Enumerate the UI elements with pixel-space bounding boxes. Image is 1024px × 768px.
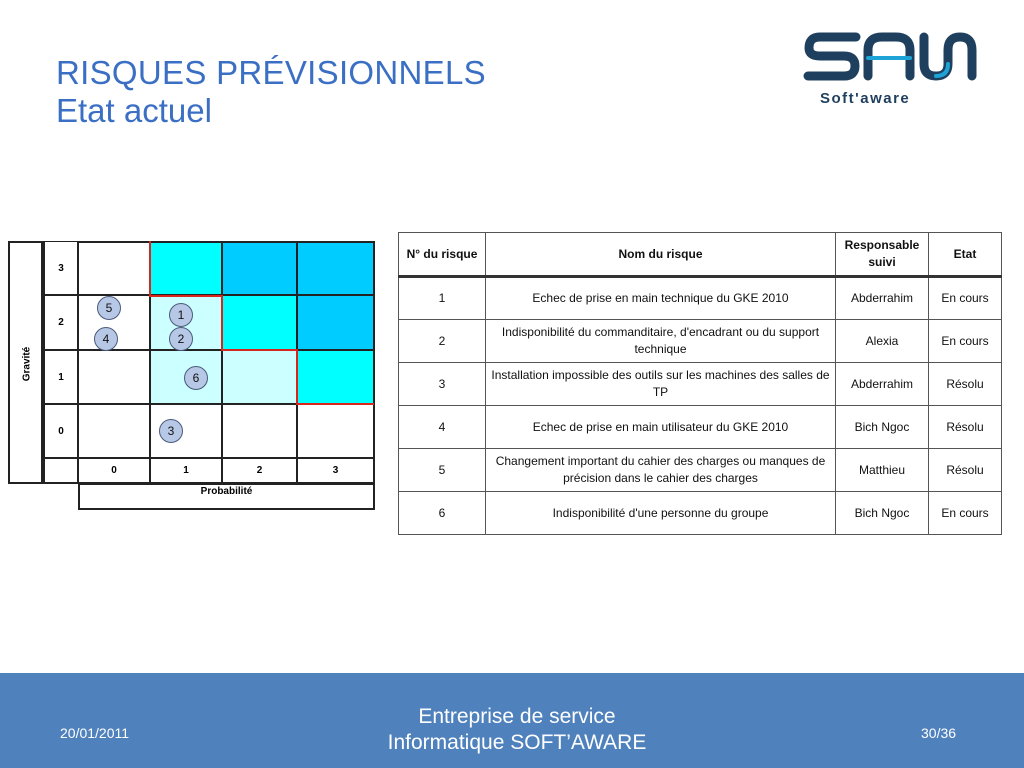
threshold-line-segment: [296, 403, 374, 405]
table-row: [399, 363, 1002, 406]
risk-state: Résolu: [929, 406, 1002, 449]
risk-name: Installation impossible des outils sur les machines des salles de TP: [486, 363, 836, 406]
risk-name: Indisponibilité d'une personne du groupe: [486, 492, 836, 535]
header-risk-name: Nom du risque: [486, 233, 836, 277]
footer-date: 20/01/2011: [60, 725, 130, 741]
risk-owner: Bich Ngoc: [836, 406, 929, 449]
gravity-axis-box: [8, 241, 43, 484]
slide-footer: [0, 673, 1024, 768]
corner-cell: [43, 458, 78, 484]
row-label-3: 3: [43, 241, 78, 295]
risk-owner: Matthieu: [836, 449, 929, 492]
slide-subtitle: Etat actuel: [56, 92, 212, 129]
threshold-line-segment: [221, 295, 223, 351]
col-label-1: 1: [150, 458, 222, 484]
footer-company-line2: Informatique SOFT’AWARE: [387, 731, 647, 754]
matrix-cell: [78, 241, 150, 295]
risk-state: En cours: [929, 277, 1002, 320]
risk-id: 3: [399, 363, 486, 406]
risk-owner: Abderrahim: [836, 277, 929, 320]
gravity-axis-label: Gravité: [21, 346, 33, 382]
risk-marker-4: 4: [94, 327, 118, 351]
risk-owner: Abderrahim: [836, 363, 929, 406]
header-risk-number: N° du risque: [399, 233, 486, 277]
risk-state: Résolu: [929, 449, 1002, 492]
page-number: 30/36: [921, 725, 957, 741]
risk-marker-3: 3: [159, 419, 183, 443]
logo-mark-icon: [800, 24, 990, 86]
slide-title: [56, 54, 486, 130]
risk-name: Echec de prise en main utilisateur du GKE 2010: [486, 406, 836, 449]
risk-id: 1: [399, 277, 486, 320]
table-row: [399, 277, 1002, 320]
table-header-row: [399, 233, 1002, 277]
risk-id: 6: [399, 492, 486, 535]
slide-title-line1: RISQUES PRÉVISIONNELS: [56, 54, 486, 91]
matrix-cell: [297, 350, 375, 404]
footer-company-line1: Entreprise de service: [418, 705, 616, 728]
risk-marker-2: 2: [169, 327, 193, 351]
risk-state: En cours: [929, 492, 1002, 535]
table-row: [399, 449, 1002, 492]
table-row: [399, 406, 1002, 449]
header-state: Etat: [929, 233, 1002, 277]
risk-id: 4: [399, 406, 486, 449]
matrix-cell: [150, 241, 222, 295]
threshold-line-segment: [296, 349, 298, 404]
risk-id: 2: [399, 320, 486, 363]
risk-owner: Bich Ngoc: [836, 492, 929, 535]
col-label-3: 3: [297, 458, 375, 484]
row-label-0: 0: [43, 404, 78, 458]
risk-table: [398, 232, 1002, 535]
probability-axis-label: Probabilité: [78, 484, 375, 510]
matrix-cell: [222, 295, 297, 350]
risk-marker-6: 6: [184, 366, 208, 390]
row-label-2: 2: [43, 295, 78, 350]
table-row: [399, 492, 1002, 535]
risk-marker-5: 5: [97, 296, 121, 320]
company-logo: [800, 24, 990, 114]
threshold-line-segment: [221, 349, 298, 351]
matrix-cell: [222, 241, 297, 295]
matrix-cell: [78, 350, 150, 404]
header-owner: Responsable suivi: [836, 233, 929, 277]
row-label-1: 1: [43, 350, 78, 404]
risk-name: Indisponibilité du commanditaire, d'encadrant ou du support technique: [486, 320, 836, 363]
col-label-2: 2: [222, 458, 297, 484]
risk-name: Changement important du cahier des charges ou manques de précision dans le cahier des charges: [486, 449, 836, 492]
risk-marker-1: 1: [169, 303, 193, 327]
table-row: [399, 320, 1002, 363]
threshold-line-segment: [149, 295, 223, 297]
matrix-cell: [297, 295, 375, 350]
matrix-cell: [222, 350, 297, 404]
matrix-cell: [222, 404, 297, 458]
matrix-cell: [78, 404, 150, 458]
footer-company: [317, 704, 717, 756]
threshold-line-segment: [149, 241, 151, 296]
risk-state: Résolu: [929, 363, 1002, 406]
logo-subtitle: Soft'aware: [820, 90, 911, 107]
matrix-cell: [297, 404, 375, 458]
matrix-cell: [297, 241, 375, 295]
risk-state: En cours: [929, 320, 1002, 363]
risk-owner: Alexia: [836, 320, 929, 363]
col-label-0: 0: [78, 458, 150, 484]
risk-name: Echec de prise en main technique du GKE 2010: [486, 277, 836, 320]
risk-id: 5: [399, 449, 486, 492]
